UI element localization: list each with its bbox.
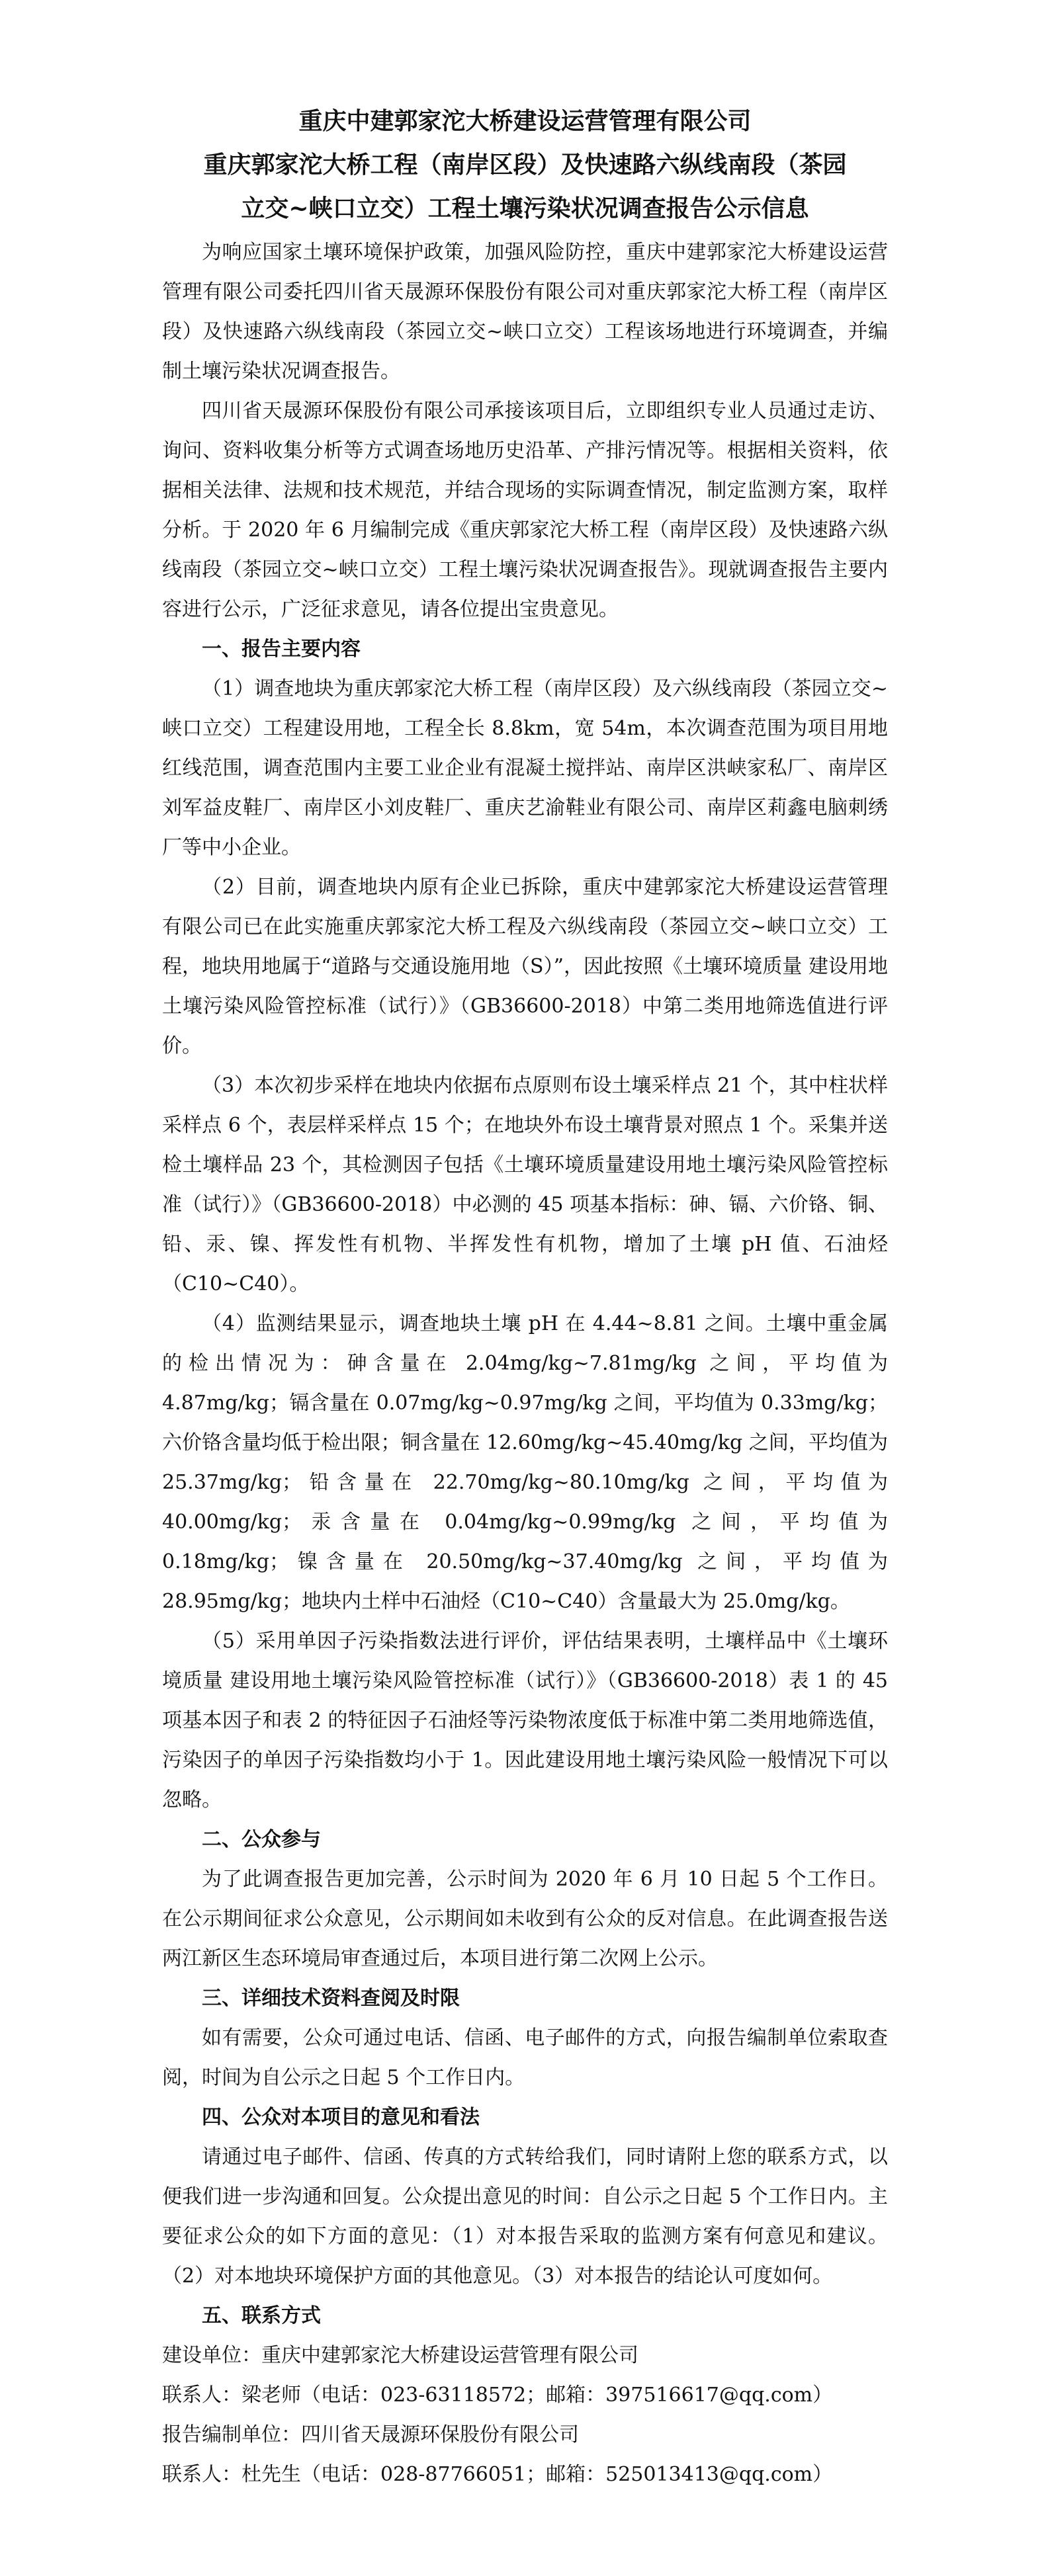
- construction-unit: 建设单位：重庆中建郭家沱大桥建设运营管理有限公司: [162, 2344, 638, 2367]
- section-1-paragraph-1: （1）调查地块为重庆郭家沱大桥工程（南岸区段）及六纵线南段（茶园立交~峡口立交）工程建设用地，工程全长 8.8km，宽 54m，本次调查范围为项目用地红线范围，调查范围内主要工业企业有混凝土搅拌站、南岸区洪峡家私厂、南岸区刘军益皮鞋厂、南岸区小刘皮鞋厂、重庆艺渝鞋业有限公司、南岸区莉鑫电脑刺绣厂等中小企业。: [162, 677, 888, 859]
- section-3-heading: 三、详细技术资料查阅及时限: [202, 1987, 460, 2010]
- section-1-paragraph-5: （5）采用单因子污染指数法进行评价，评估结果表明，土壤样品中《土壤环境质量 建设用地土壤污染风险管控标准（试行）》（GB36600-2018）表 1 的 45 项基本因子和表 2 的特征因子石油烃等污染物浓度低于标准中第二类用地筛选值，污染因子的单因子污染指数均小于 1。因此建设用地土壤污染风险一般情况下可以忽略。: [162, 1630, 888, 1811]
- section-4-paragraph: 请通过电子邮件、信函、传真的方式转给我们，同时请附上您的联系方式，以便我们进一步沟通和回复。公众提出意见的时间：自公示之日起 5 个工作日内。主要征求公众的如下方面的意见：（1）对本报告采取的监测方案有何意见和建议。（2）对本地块环境保护方面的其他意见。（3）对本报告的结论认可度如何。: [162, 2145, 888, 2288]
- intro-paragraph-1: 为响应国家土壤环境保护政策，加强风险防控，重庆中建郭家沱大桥建设运营管理有限公司委托四川省天晟源环保股份有限公司对重庆郭家沱大桥工程（南岸区段）及快速路六纵线南段（茶园立交~峡口立交）工程该场地进行环境调查，并编制土壤污染状况调查报告。: [162, 241, 888, 383]
- section-1-heading: 一、报告主要内容: [202, 638, 361, 661]
- document-title: [162, 99, 888, 230]
- title-line-2: 重庆郭家沱大桥工程（南岸区段）及快速路六纵线南段（茶园: [203, 151, 847, 179]
- section-1-paragraph-2: （2）目前，调查地块内原有企业已拆除，重庆中建郭家沱大桥建设运营管理有限公司已在此实施重庆郭家沱大桥工程及六纵线南段（茶园立交~峡口立交）工程，地块用地属于“道路与交通设施用地（S）”，因此按照《土壤环境质量 建设用地土壤污染风险管控标准（试行）》（GB36600-2018）中第二类用地筛选值进行评价。: [162, 876, 888, 1058]
- section-2-heading: 二、公众参与: [202, 1828, 321, 1851]
- section-5-heading: 五、联系方式: [202, 2304, 321, 2327]
- section-3-paragraph: 如有需要，公众可通过电话、信函、电子邮件的方式，向报告编制单位索取查阅，时间为自公示之日起 5 个工作日内。: [162, 2026, 888, 2089]
- section-2-paragraph: 为了此调查报告更加完善，公示时间为 2020 年 6 月 10 日起 5 个工作日。在公示期间征求公众意见，公示期间如未收到有公众的反对信息。在此调查报告送两江新区生态环境局审查通过后，本项目进行第二次网上公示。: [162, 1868, 888, 1970]
- report-unit: 报告编制单位：四川省天晟源环保股份有限公司: [162, 2423, 579, 2446]
- construction-contact: 联系人：梁老师（电话：023-63118572；邮箱：397516617@qq.com）: [162, 2384, 833, 2407]
- section-1-paragraph-4: （4）监测结果显示，调查地块土壤 pH 在 4.44~8.81 之间。土壤中重金属的检出情况为：砷含量在 2.04mg/kg~7.81mg/kg 之间，平均值为 4.87mg/kg；镉含量在 0.07mg/kg~0.97mg/kg 之间，平均值为 0.33mg/kg；六价铬含量均低于检出限；铜含量在 12.60mg/kg~45.40mg/kg 之间，平均值为 25.37mg/kg；铅含量在 22.70mg/kg~80.10mg/kg 之间，平均值为 40.00mg/kg；汞含量在 0.04mg/kg~0.99mg/kg 之间，平均值为 0.18mg/kg；镍含量在 20.50mg/kg~37.40mg/kg 之间，平均值为 28.95mg/kg；地块内土样中石油烃（C10~C40）含量最大为 25.0mg/kg。: [162, 1312, 888, 1613]
- section-1-paragraph-3: （3）本次初步采样在地块内依据布点原则布设土壤采样点 21 个，其中柱状样采样点 6 个，表层样采样点 15 个；在地块外布设土壤背景对照点 1 个。采集并送检土壤样品 23 个，其检测因子包括《土壤环境质量建设用地土壤污染风险管控标准（试行）》（GB36600-2018）中必测的 45 项基本指标：砷、镉、六价铬、铜、铅、汞、镍、挥发性有机物、半挥发性有机物，增加了土壤 pH 值、石油烃（C10~C40）。: [162, 1074, 888, 1296]
- title-line-3: 立交~峡口立交）工程土壤污染状况调查报告公示信息: [241, 194, 809, 222]
- section-4-heading: 四、公众对本项目的意见和看法: [202, 2106, 480, 2129]
- report-contact: 联系人：杜先生（电话：028-87766051；邮箱：525013413@qq.com）: [162, 2463, 833, 2486]
- intro-paragraph-2: 四川省天晟源环保股份有限公司承接该项目后，立即组织专业人员通过走访、询问、资料收集分析等方式调查场地历史沿革、产排污情况等。根据相关资料，依据相关法律、法规和技术规范，并结合现场的实际调查情况，制定监测方案，取样分析。于 2020 年 6 月编制完成《重庆郭家沱大桥工程（南岸区段）及快速路六纵线南段（茶园立交~峡口立交）工程土壤污染状况调查报告》。现就调查报告主要内容进行公示，广泛征求意见，请各位提出宝贵意见。: [162, 399, 888, 621]
- title-line-1: 重庆中建郭家沱大桥建设运营管理有限公司: [298, 107, 752, 135]
